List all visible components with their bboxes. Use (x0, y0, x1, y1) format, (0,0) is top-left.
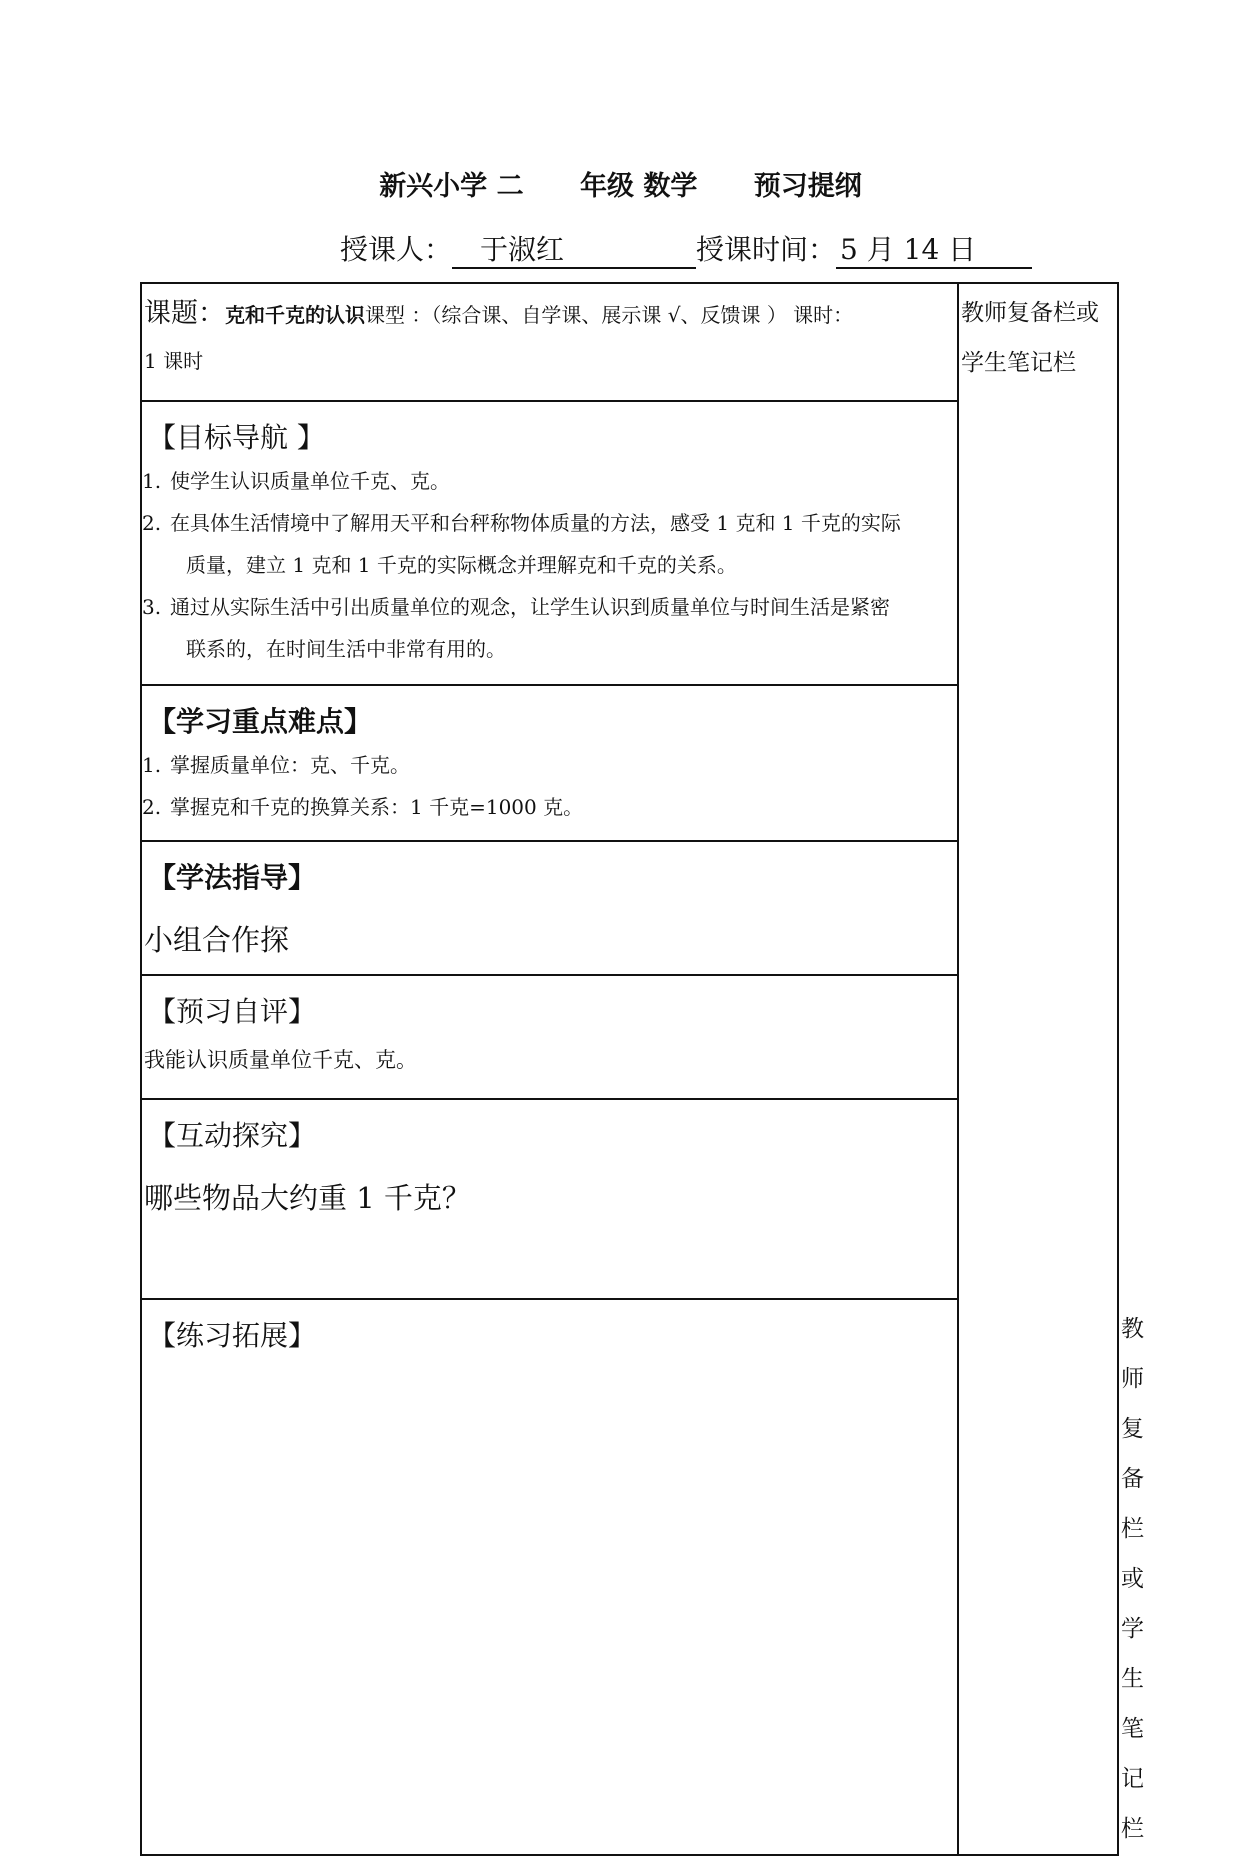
goal-item-3-cont: 联系的，在时间生活中非常有用的。 (186, 637, 506, 661)
explore-section (141, 1099, 958, 1299)
key-points-heading: 【学习重点难点】 (148, 705, 373, 738)
practice-section (141, 1299, 958, 1855)
method-section (141, 841, 958, 975)
side-note-line1: 教师复备栏或 (961, 300, 1099, 326)
key-point-1: 1. 掌握质量单位：克、千克。 (142, 753, 410, 777)
method-heading: 【学法指导】 (148, 861, 317, 894)
side-note-line2: 学生笔记栏 (961, 350, 1076, 376)
explore-body: 哪些物品大约重 1 千克？ (144, 1181, 471, 1215)
topic-line (142, 284, 957, 335)
goals-section (141, 401, 958, 685)
side-notes-top (958, 283, 1118, 1855)
goals-heading: 【目标导航 】 (148, 421, 325, 454)
lesson-hours: 1 课时 (144, 349, 204, 373)
topic-label: 课题： (144, 298, 225, 329)
lesson-date: 5 月 14 日 (836, 233, 1032, 269)
topic-cell (141, 283, 958, 401)
self-eval-body: 我能认识质量单位千克、克。 (144, 1048, 417, 1072)
lesson-type: 课型 ：（综合课、自学课、展示课 √、反馈课 ） 课时： (365, 303, 854, 327)
practice-heading: 【练习拓展】 (148, 1319, 317, 1352)
key-points-section (141, 685, 958, 841)
goal-item-3: 3. 通过从实际生活中引出质量单位的观念，让学生认识到质量单位与时间生活是紧密 (142, 595, 890, 619)
outline-table: 课题：克和千克的认识课型 ：（综合课、自学课、展示课 √、反馈课 ） 课时： 1 课时 教师复备栏或 学生笔记栏 【目标导航 】 1. 使学生认识质量单位千克、克。 2. 在具体生活情境中了解用天平和台秤称物体质量的方法，感受 1 克和 1 千克的实际 质量，建立 1 克和 1 千克的实际概念并理解克和千克的关系。 3. 通过从实际生活中引出质量单位的观念，让学生认识到质量单位与时间生活是紧密 联系的，在时间生活中非常有用的。 【学习重点难点】 1. 掌握质量单位：克、千克。 2. 掌握克和千克的换算关系：1 千克=1000 克。 【学法指导】 小组合作探 【预习自评】 我能认识质量单位千克、克。 【互动探究】 哪些物品大约重 1 千克？ 【练习拓展】 教师复备栏或 学生笔记栏 (140, 282, 1119, 1856)
topic-name: 克和千克的认识 (225, 303, 365, 327)
teacher-name: 于淑红 (452, 233, 696, 269)
explore-heading: 【互动探究】 (148, 1119, 317, 1152)
key-point-2: 2. 掌握克和千克的换算关系：1 千克=1000 克。 (142, 795, 584, 819)
time-label: 授课时间： (696, 233, 837, 266)
teacher-label: 授课人： (340, 233, 453, 266)
page-title: 新兴小学 二 年级 数学 预习提纲 (379, 171, 862, 202)
self-eval-heading: 【预习自评】 (148, 995, 317, 1028)
goal-item-2-cont: 质量，建立 1 克和 1 千克的实际概念并理解克和千克的关系。 (186, 553, 737, 577)
method-body: 小组合作探 (144, 923, 290, 957)
self-eval-section (141, 975, 958, 1099)
goal-item-1: 1. 使学生认识质量单位千克、克。 (142, 469, 450, 493)
teacher-line (340, 228, 1032, 269)
goal-item-2: 2. 在具体生活情境中了解用天平和台秤称物体质量的方法，感受 1 克和 1 千克的实际 (142, 511, 901, 535)
